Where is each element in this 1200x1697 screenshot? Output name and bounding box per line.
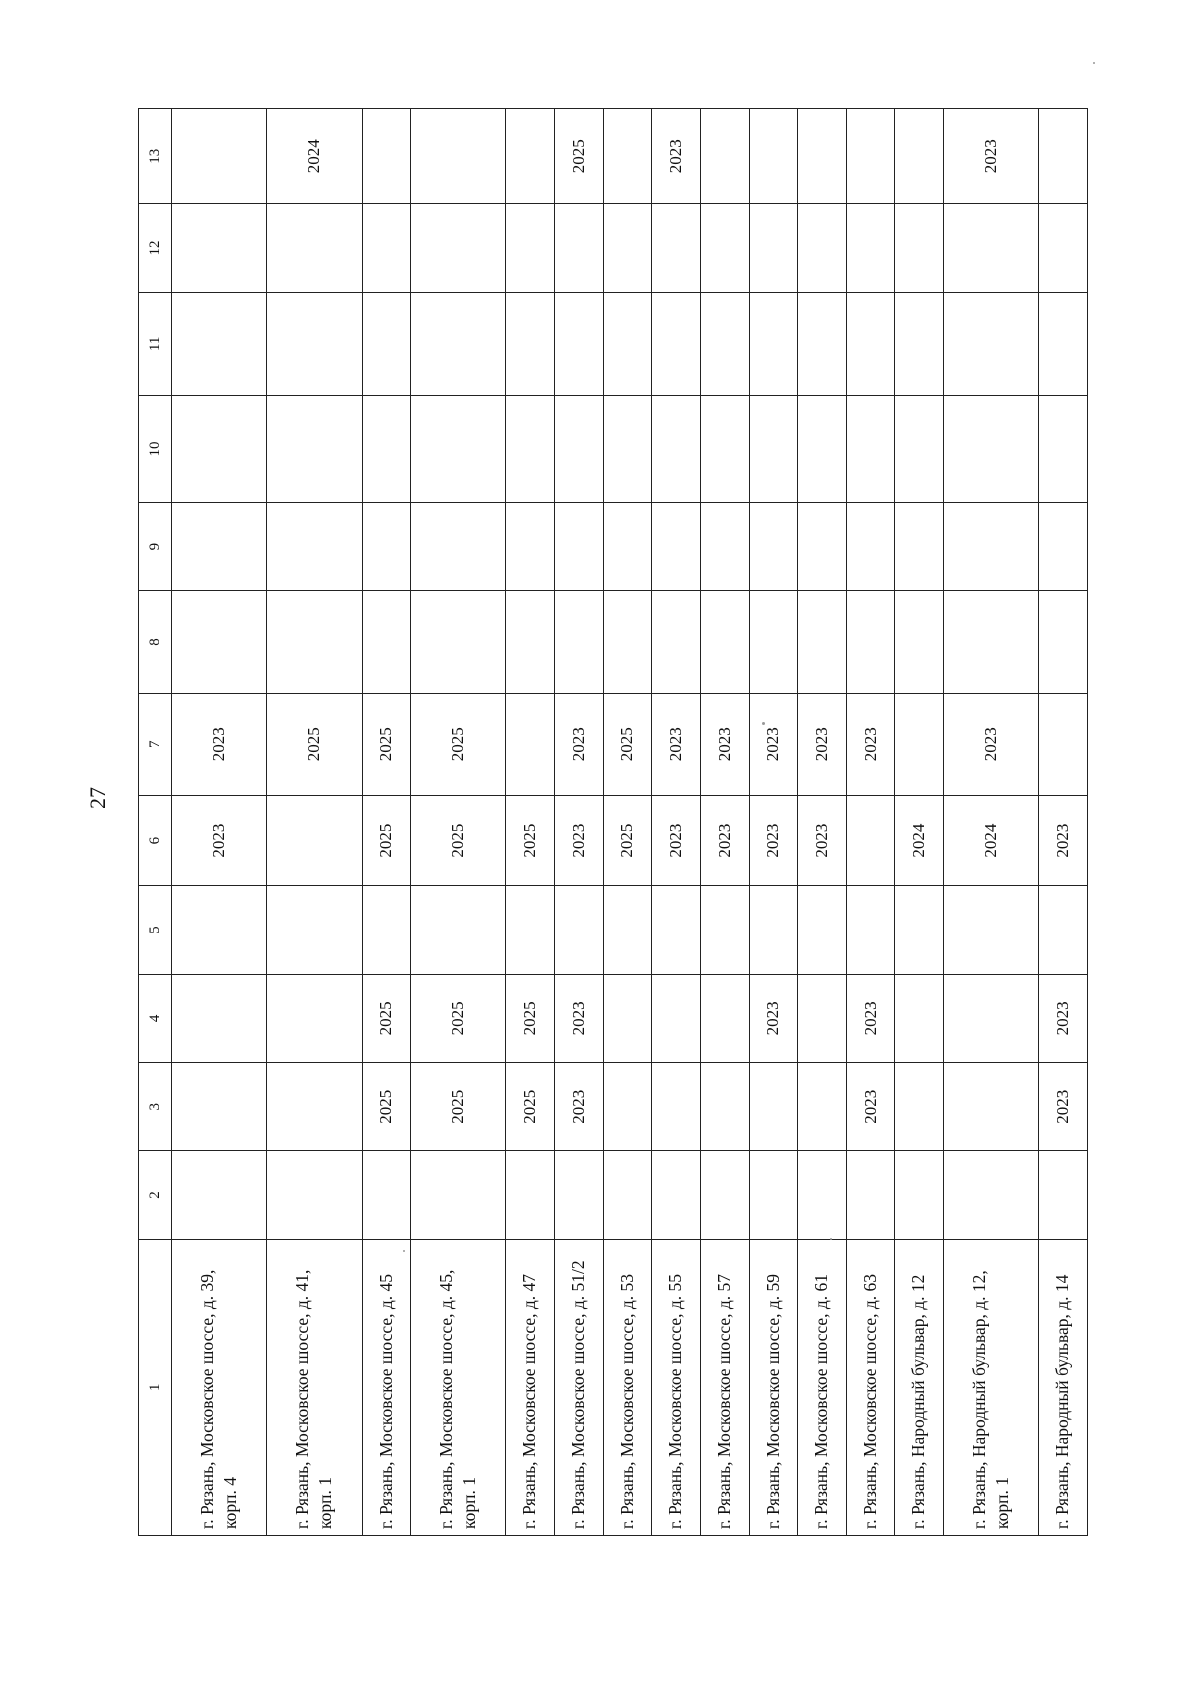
table-row [411,109,506,1536]
year-cell [172,292,267,395]
year-cell: 2025 [362,1063,411,1151]
year-cell [267,886,362,974]
year-cell [555,503,604,591]
address-cell: г. Рязань, Московское шоссе, д. 45, корп. 1 [411,1239,506,1535]
year-cell: 2025 [267,693,362,795]
year-cell: 2023 [749,795,798,886]
year-cell [652,396,701,503]
year-cell [1039,503,1088,591]
year-cell [603,1151,652,1239]
year-cell: 2023 [749,974,798,1062]
year-cell [895,503,944,591]
table-row [172,109,267,1536]
year-cell [652,974,701,1062]
year-cell [846,109,895,204]
year-cell: 2023 [749,693,798,795]
year-cell: 2023 [555,795,604,886]
address-cell: г. Рязань, Московское шоссе, д. 47 [506,1239,555,1535]
year-cell [700,974,749,1062]
year-cell [798,886,847,974]
year-cell [944,1151,1039,1239]
year-cell [603,886,652,974]
year-cell [895,886,944,974]
table-body [139,109,1088,1536]
year-cell [1039,1151,1088,1239]
scan-speck [762,722,765,725]
year-cell: 2025 [506,1063,555,1151]
year-cell [411,591,506,693]
year-cell [846,795,895,886]
year-cell: 2023 [1039,795,1088,886]
scan-speck [403,1250,405,1252]
year-cell: 2023 [652,693,701,795]
year-cell [362,503,411,591]
year-cell [798,503,847,591]
year-cell: 2025 [362,974,411,1062]
year-cell: 2025 [411,1063,506,1151]
year-cell [895,109,944,204]
year-cell: 2025 [506,974,555,1062]
year-cell [846,503,895,591]
year-cell [362,1151,411,1239]
year-cell [700,292,749,395]
year-cell [362,292,411,395]
year-cell: 2023 [1039,1063,1088,1151]
year-cell [652,1151,701,1239]
year-cell [700,886,749,974]
year-cell [411,292,506,395]
year-cell: 2023 [555,693,604,795]
year-cell [895,1151,944,1239]
year-cell [652,292,701,395]
year-cell [700,396,749,503]
year-cell [603,591,652,693]
year-cell: 2025 [411,795,506,886]
year-cell [267,292,362,395]
year-cell [267,1151,362,1239]
table-container [138,108,1088,1536]
year-cell: 2023 [555,974,604,1062]
year-cell [846,396,895,503]
year-cell [652,886,701,974]
year-cell [172,204,267,292]
data-table [138,108,1088,1536]
column-number-header: 7 [139,693,172,795]
rotated-table-frame [138,108,1088,1536]
year-cell [603,1063,652,1151]
year-cell [895,1063,944,1151]
table-row [362,109,411,1536]
year-cell [1039,204,1088,292]
year-cell [555,292,604,395]
year-cell [267,591,362,693]
year-cell [798,974,847,1062]
table-row [506,109,555,1536]
year-cell [267,204,362,292]
year-cell [1039,396,1088,503]
year-cell: 2024 [895,795,944,886]
year-cell [798,292,847,395]
table-row [603,109,652,1536]
year-cell [603,204,652,292]
year-cell: 2023 [798,795,847,886]
year-cell [603,109,652,204]
year-cell [362,886,411,974]
year-cell [944,204,1039,292]
column-number-header: 5 [139,886,172,974]
table-row [749,109,798,1536]
year-cell [555,886,604,974]
year-cell [172,591,267,693]
year-cell [506,886,555,974]
year-cell [603,396,652,503]
year-cell [172,396,267,503]
year-cell [411,396,506,503]
year-cell [700,503,749,591]
year-cell [798,1151,847,1239]
year-cell [846,1151,895,1239]
year-cell [172,503,267,591]
year-cell: 2023 [652,795,701,886]
year-cell: 2023 [944,109,1039,204]
table-header-row [139,109,172,1536]
year-cell [506,109,555,204]
year-cell [798,591,847,693]
year-cell [506,204,555,292]
year-cell: 2025 [411,974,506,1062]
column-number-header: 10 [139,396,172,503]
year-cell [846,204,895,292]
year-cell [267,396,362,503]
year-cell [749,1063,798,1151]
year-cell: 2025 [362,795,411,886]
year-cell [749,109,798,204]
address-cell: г. Рязань, Московское шоссе, д. 51/2 [555,1239,604,1535]
year-cell [603,974,652,1062]
table-row [944,109,1039,1536]
column-number-header: 1 [139,1239,172,1535]
year-cell [846,292,895,395]
address-cell: г. Рязань, Московское шоссе, д. 59 [749,1239,798,1535]
address-cell: г. Рязань, Московское шоссе, д. 39, корп. 4 [172,1239,267,1535]
year-cell [652,1063,701,1151]
year-cell [846,591,895,693]
year-cell [700,1151,749,1239]
year-cell: 2023 [944,693,1039,795]
year-cell [362,591,411,693]
year-cell [411,204,506,292]
table-row [1039,109,1088,1536]
table-row [555,109,604,1536]
year-cell [944,591,1039,693]
column-number-header: 8 [139,591,172,693]
table-row [652,109,701,1536]
year-cell: 2024 [944,795,1039,886]
year-cell: 2023 [846,974,895,1062]
column-number-header: 12 [139,204,172,292]
address-cell: г. Рязань, Московское шоссе, д. 61 [798,1239,847,1535]
year-cell [749,886,798,974]
year-cell [749,503,798,591]
year-cell: 2023 [846,693,895,795]
year-cell [267,503,362,591]
address-cell: г. Рязань, Московское шоссе, д. 53 [603,1239,652,1535]
year-cell [1039,292,1088,395]
column-number-header: 3 [139,1063,172,1151]
year-cell: 2023 [172,795,267,886]
year-cell [652,503,701,591]
year-cell [603,292,652,395]
year-cell: 2025 [603,795,652,886]
year-cell [555,1151,604,1239]
address-cell: г. Рязань, Московское шоссе, д. 55 [652,1239,701,1535]
year-cell [895,693,944,795]
year-cell [944,1063,1039,1151]
column-number-header: 13 [139,109,172,204]
year-cell [172,886,267,974]
year-cell [506,591,555,693]
year-cell [944,886,1039,974]
address-cell: г. Рязань, Московское шоссе, д. 41, корп. 1 [267,1239,362,1535]
year-cell [267,1063,362,1151]
column-number-header: 6 [139,795,172,886]
year-cell [506,693,555,795]
year-cell [895,591,944,693]
year-cell [603,503,652,591]
address-cell: г. Рязань, Московское шоссе, д. 45 [362,1239,411,1535]
table-row [798,109,847,1536]
year-cell [798,204,847,292]
year-cell [944,503,1039,591]
year-cell [749,1151,798,1239]
year-cell: 2023 [652,109,701,204]
year-cell [362,109,411,204]
scan-speck [1093,62,1095,64]
year-cell [700,591,749,693]
page-number: 27 [85,787,110,809]
year-cell [700,204,749,292]
year-cell [1039,109,1088,204]
year-cell: 2023 [1039,974,1088,1062]
year-cell [362,396,411,503]
year-cell: 2025 [411,693,506,795]
year-cell [749,591,798,693]
year-cell [700,109,749,204]
year-cell [506,503,555,591]
year-cell [411,503,506,591]
year-cell [798,396,847,503]
year-cell [895,974,944,1062]
table-row [846,109,895,1536]
column-number-header: 2 [139,1151,172,1239]
year-cell [944,974,1039,1062]
year-cell [700,1063,749,1151]
year-cell: 2023 [172,693,267,795]
year-cell [749,292,798,395]
address-cell: г. Рязань, Народный бульвар, д. 12, корп. 1 [944,1239,1039,1535]
year-cell [411,1151,506,1239]
year-cell [555,396,604,503]
address-cell: г. Рязань, Народный бульвар, д. 12 [895,1239,944,1535]
year-cell: 2025 [506,795,555,886]
address-cell: г. Рязань, Московское шоссе, д. 63 [846,1239,895,1535]
year-cell: 2024 [267,109,362,204]
year-cell: 2025 [603,693,652,795]
address-cell: г. Рязань, Московское шоссе, д. 57 [700,1239,749,1535]
year-cell [172,1063,267,1151]
column-number-header: 9 [139,503,172,591]
year-cell [506,396,555,503]
year-cell [172,1151,267,1239]
table-row [267,109,362,1536]
year-cell [895,396,944,503]
year-cell: 2023 [846,1063,895,1151]
year-cell: 2025 [555,109,604,204]
year-cell [895,204,944,292]
year-cell [172,109,267,204]
year-cell [172,974,267,1062]
year-cell [798,109,847,204]
year-cell [506,1151,555,1239]
year-cell [555,591,604,693]
year-cell [652,591,701,693]
year-cell: 2023 [798,693,847,795]
year-cell [749,396,798,503]
year-cell [506,292,555,395]
year-cell [411,109,506,204]
year-cell [1039,591,1088,693]
year-cell: 2023 [555,1063,604,1151]
address-cell: г. Рязань, Народный бульвар, д. 14 [1039,1239,1088,1535]
year-cell [1039,886,1088,974]
year-cell [362,204,411,292]
year-cell [267,974,362,1062]
year-cell [944,292,1039,395]
year-cell: 2025 [362,693,411,795]
scan-speck [830,1238,832,1240]
year-cell [1039,693,1088,795]
table-row [895,109,944,1536]
column-number-header: 11 [139,292,172,395]
year-cell [944,396,1039,503]
table-row [700,109,749,1536]
column-number-header: 4 [139,974,172,1062]
year-cell [798,1063,847,1151]
year-cell [895,292,944,395]
year-cell [846,886,895,974]
year-cell [749,204,798,292]
year-cell [555,204,604,292]
year-cell: 2023 [700,795,749,886]
year-cell: 2023 [700,693,749,795]
year-cell [267,795,362,886]
year-cell [652,204,701,292]
year-cell [411,886,506,974]
